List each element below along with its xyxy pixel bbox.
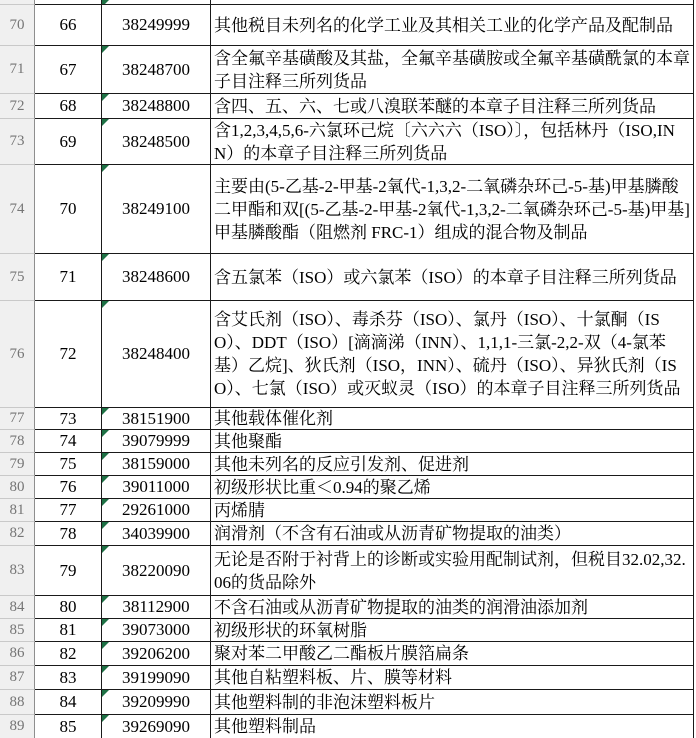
cell-description[interactable]: 其他载体催化剂 <box>211 408 694 430</box>
cell-description[interactable]: 初级形状比重＜0.94的聚乙烯 <box>211 476 694 499</box>
error-indicator-icon <box>102 453 109 460</box>
cell-code[interactable]: 39206200 <box>102 642 211 666</box>
error-indicator-icon <box>102 642 109 649</box>
table-row <box>0 522 696 546</box>
table-row <box>0 619 696 642</box>
error-indicator-icon <box>102 715 109 722</box>
cell-seq[interactable]: 72 <box>35 301 102 408</box>
cell-code[interactable]: 34039900 <box>102 522 211 546</box>
cell-seq[interactable]: 69 <box>35 119 102 165</box>
cell-seq[interactable]: 70 <box>35 165 102 254</box>
error-indicator-icon <box>102 165 109 172</box>
cell-code[interactable]: 38151900 <box>102 408 211 430</box>
cell-description[interactable]: 无论是否附于衬背上的诊断或实验用配制试剂，但税目32.02,32.06的货品除外 <box>211 546 694 596</box>
row-header[interactable]: 78 <box>0 430 35 453</box>
table-row <box>0 254 696 301</box>
row-header[interactable]: 86 <box>0 642 35 666</box>
cell-seq[interactable]: 71 <box>35 254 102 301</box>
error-indicator-icon <box>102 476 109 483</box>
cell-description[interactable]: 含1,2,3,4,5,6-六氯环己烷〔六六六（ISO）〕，包括林丹（ISO,INN）的本章子目注释三所列货品 <box>211 119 694 165</box>
cell-description[interactable]: 不含石油或从沥青矿物提取的油类的润滑油添加剂 <box>211 596 694 619</box>
table-row <box>0 690 696 715</box>
cell-description[interactable]: 润滑剂（不含有石油或从沥青矿物提取的油类） <box>211 522 694 546</box>
table-row <box>0 430 696 453</box>
cell-description[interactable]: 其他税目未列名的化学工业及其相关工业的化学产品及配制品 <box>211 5 694 46</box>
error-indicator-icon <box>102 522 109 529</box>
row-header[interactable]: 71 <box>0 46 35 94</box>
cell-code[interactable]: 38248700 <box>102 46 211 94</box>
cell-code[interactable]: 38248800 <box>102 94 211 119</box>
table-row <box>0 642 696 666</box>
cell-description[interactable]: 其他聚酯 <box>211 430 694 453</box>
table-row <box>0 165 696 254</box>
cell-code[interactable]: 38159000 <box>102 453 211 476</box>
error-indicator-icon <box>102 408 109 415</box>
error-indicator-icon <box>102 546 109 553</box>
table-row <box>0 119 696 165</box>
cell-description[interactable]: 含全氟辛基磺酸及其盐，全氟辛基磺胺或全氟辛基磺酰氯的本章子目注释三所列货品 <box>211 46 694 94</box>
cell-description[interactable]: 聚对苯二甲酸乙二酯板片膜箔扁条 <box>211 642 694 666</box>
cell-code[interactable]: 39269090 <box>102 715 211 738</box>
table-row <box>0 546 696 596</box>
cell-description[interactable]: 其他未列名的反应引发剂、促进剂 <box>211 453 694 476</box>
cell-seq[interactable]: 75 <box>35 453 102 476</box>
cell-code[interactable]: 38112900 <box>102 596 211 619</box>
cell-code[interactable]: 39073000 <box>102 619 211 642</box>
cell-seq[interactable]: 80 <box>35 596 102 619</box>
cell-code[interactable]: 39079999 <box>102 430 211 453</box>
error-indicator-icon <box>102 596 109 603</box>
cell-seq[interactable]: 76 <box>35 476 102 499</box>
row-header[interactable]: 81 <box>0 499 35 522</box>
row-header[interactable]: 83 <box>0 546 35 596</box>
cell-code[interactable]: 29261000 <box>102 499 211 522</box>
cell-code[interactable]: 39209990 <box>102 690 211 715</box>
table-row <box>0 499 696 522</box>
row-header[interactable]: 82 <box>0 522 35 546</box>
table-row <box>0 476 696 499</box>
row-header[interactable]: 70 <box>0 5 35 46</box>
error-indicator-icon <box>102 301 109 308</box>
row-header[interactable]: 88 <box>0 690 35 715</box>
cell-seq[interactable]: 66 <box>35 5 102 46</box>
error-indicator-icon <box>102 94 109 101</box>
error-indicator-icon <box>102 499 109 506</box>
cell-seq[interactable]: 74 <box>35 430 102 453</box>
cell-code[interactable]: 38249100 <box>102 165 211 254</box>
table-row <box>0 408 696 430</box>
error-indicator-icon <box>102 46 109 53</box>
error-indicator-icon <box>102 619 109 626</box>
cell-code[interactable]: 39011000 <box>102 476 211 499</box>
table-row <box>0 46 696 94</box>
cell-code[interactable]: 38248500 <box>102 119 211 165</box>
row-header[interactable]: 75 <box>0 254 35 301</box>
row-header[interactable]: 72 <box>0 94 35 119</box>
row-header[interactable]: 80 <box>0 476 35 499</box>
row-header[interactable]: 76 <box>0 301 35 408</box>
cell-description[interactable]: 其他塑料制品 <box>211 715 694 738</box>
cell-description[interactable]: 含四、五、六、七或八溴联苯醚的本章子目注释三所列货品 <box>211 94 694 119</box>
cell-code[interactable]: 39199090 <box>102 666 211 690</box>
cell-seq[interactable]: 78 <box>35 522 102 546</box>
cell-code[interactable]: 38248600 <box>102 254 211 301</box>
cell-seq[interactable]: 83 <box>35 666 102 690</box>
row-header[interactable]: 79 <box>0 453 35 476</box>
cell-description[interactable]: 丙烯腈 <box>211 499 694 522</box>
cell-description[interactable]: 初级形状的环氧树脂 <box>211 619 694 642</box>
cell-seq[interactable]: 67 <box>35 46 102 94</box>
cell-description[interactable]: 其他塑料制的非泡沫塑料板片 <box>211 690 694 715</box>
cell-seq[interactable]: 73 <box>35 408 102 430</box>
cell-seq[interactable]: 81 <box>35 619 102 642</box>
error-indicator-icon <box>102 430 109 437</box>
cell-description[interactable]: 含艾氏剂（ISO）、毒杀芬（ISO）、氯丹（ISO）、十氯酮（ISO）、DDT（ISO）[滴滴涕（INN）、1,1,1-三氯-2,2-双（4-氯苯基）乙烷]、狄氏剂（ISO，INN）、硫丹（ISO）、异狄氏剂（ISO）、七氯（ISO）或灭蚁灵（ISO）的本章子目注释三所列货品 <box>211 301 694 408</box>
cell-code[interactable]: 38220090 <box>102 546 211 596</box>
row-header[interactable]: 87 <box>0 666 35 690</box>
table-row <box>0 301 696 408</box>
error-indicator-icon <box>102 254 109 261</box>
error-indicator-icon <box>102 119 109 126</box>
row-header[interactable]: 84 <box>0 596 35 619</box>
row-header[interactable]: 74 <box>0 165 35 254</box>
cell-seq[interactable]: 85 <box>35 715 102 738</box>
table-row <box>0 5 696 46</box>
cell-description[interactable]: 含五氯苯（ISO）或六氯苯（ISO）的本章子目注释三所列货品 <box>211 254 694 301</box>
row-header[interactable]: 77 <box>0 408 35 430</box>
cell-code[interactable]: 38249999 <box>102 5 211 46</box>
table-row <box>0 94 696 119</box>
cell-code[interactable]: 38248400 <box>102 301 211 408</box>
cell-seq[interactable]: 68 <box>35 94 102 119</box>
cell-description[interactable]: 其他自粘塑料板、片、膜等材料 <box>211 666 694 690</box>
cell-seq[interactable]: 84 <box>35 690 102 715</box>
table-row <box>0 596 696 619</box>
cell-seq[interactable]: 77 <box>35 499 102 522</box>
row-header[interactable]: 89 <box>0 715 35 738</box>
error-indicator-icon <box>102 666 109 673</box>
table-row <box>0 453 696 476</box>
row-header[interactable]: 73 <box>0 119 35 165</box>
cell-seq[interactable]: 79 <box>35 546 102 596</box>
error-indicator-icon <box>102 690 109 697</box>
cell-seq[interactable]: 82 <box>35 642 102 666</box>
table-row <box>0 666 696 690</box>
cell-description[interactable]: 主要由(5-乙基-2-甲基-2氧代-1,3,2-二氧磷杂环己-5-基)甲基膦酸二甲酯和双[(5-乙基-2-甲基-2氧代-1,3,2-二氧磷杂环己-5-基)甲基]甲基膦酸酯（阻燃剂 FRC-1）组成的混合物及制品 <box>211 165 694 254</box>
row-header[interactable]: 85 <box>0 619 35 642</box>
table-row <box>0 715 696 738</box>
